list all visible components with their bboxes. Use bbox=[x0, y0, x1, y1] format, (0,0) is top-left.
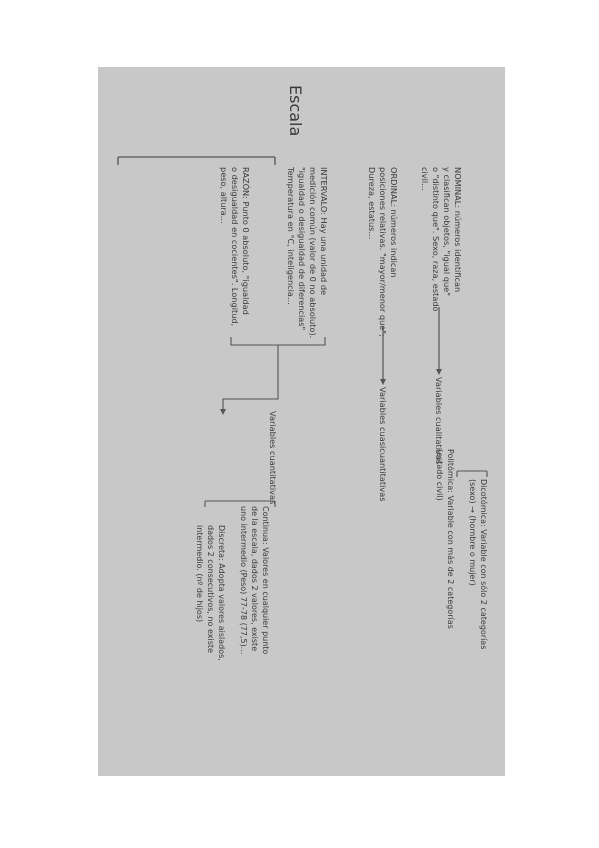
ordinal-line-2: posiciones relativas. "mayor/menor que"; bbox=[378, 167, 388, 337]
interval-line-4: Temperatura en °C, inteligencia... bbox=[286, 167, 296, 305]
nominal-line-2: y clasifican objetos, "igual que" bbox=[442, 167, 452, 296]
result-qualitative: Variables cualitativas bbox=[434, 377, 444, 465]
result-quantitative: Variables cuantitativas bbox=[268, 411, 278, 505]
interval-line-1: INTERVALO: Hay una unidad de bbox=[319, 167, 329, 296]
polytomous-line-1: Politómica: Variable con más de 2 categorías bbox=[446, 449, 455, 629]
ratio-line-3: peso, altura... bbox=[219, 167, 229, 224]
continuous-line-2: de la escala, dados 2 valores, existe bbox=[250, 506, 259, 652]
discrete-line-1: Discreta: Adopta valores aislados, bbox=[217, 525, 226, 661]
title-escala: Escala bbox=[286, 85, 305, 137]
dichotomous-line-1: Dicotómica: Variable con sólo 2 categorías bbox=[479, 479, 488, 650]
continuous-line-3: uno intermedio (Peso) 77-78 (77,5)... bbox=[239, 506, 248, 655]
nominal-line-1: NOMINAL: números identifican bbox=[453, 167, 463, 293]
discrete-line-3: intermedio. (nº de hijos) bbox=[195, 525, 204, 623]
result-quasi-quantitative: Variables cuasicuantitativas bbox=[378, 387, 388, 502]
ratio-line-1: RAZÓN: Punto 0 absoluto, "igualdad bbox=[241, 167, 251, 315]
polytomous-line-2: (estado civil) bbox=[435, 449, 444, 501]
interval-line-3: "igualdad o desigualdad de diferencias" bbox=[297, 167, 307, 331]
interval-line-2: medición común (valor de 0 no absoluto). bbox=[308, 167, 318, 339]
ordinal-line-1: ORDINAL: números indican bbox=[389, 167, 399, 278]
nominal-line-4: civil... bbox=[420, 167, 430, 191]
ordinal-line-3: Dureza, estatus... bbox=[367, 167, 377, 240]
dichotomous-line-2: (sexo) → (hombre o mujer) bbox=[468, 479, 477, 586]
nominal-line-3: o "distinto que". Sexo, raza, estado bbox=[431, 167, 441, 312]
ratio-line-2: o desigualdad en cocientes". Longitud, bbox=[230, 167, 240, 327]
discrete-line-2: dados 2 consecutivos, no existe bbox=[206, 525, 215, 653]
continuous-line-1: Continua: Valores en cualquier punto bbox=[261, 506, 270, 655]
